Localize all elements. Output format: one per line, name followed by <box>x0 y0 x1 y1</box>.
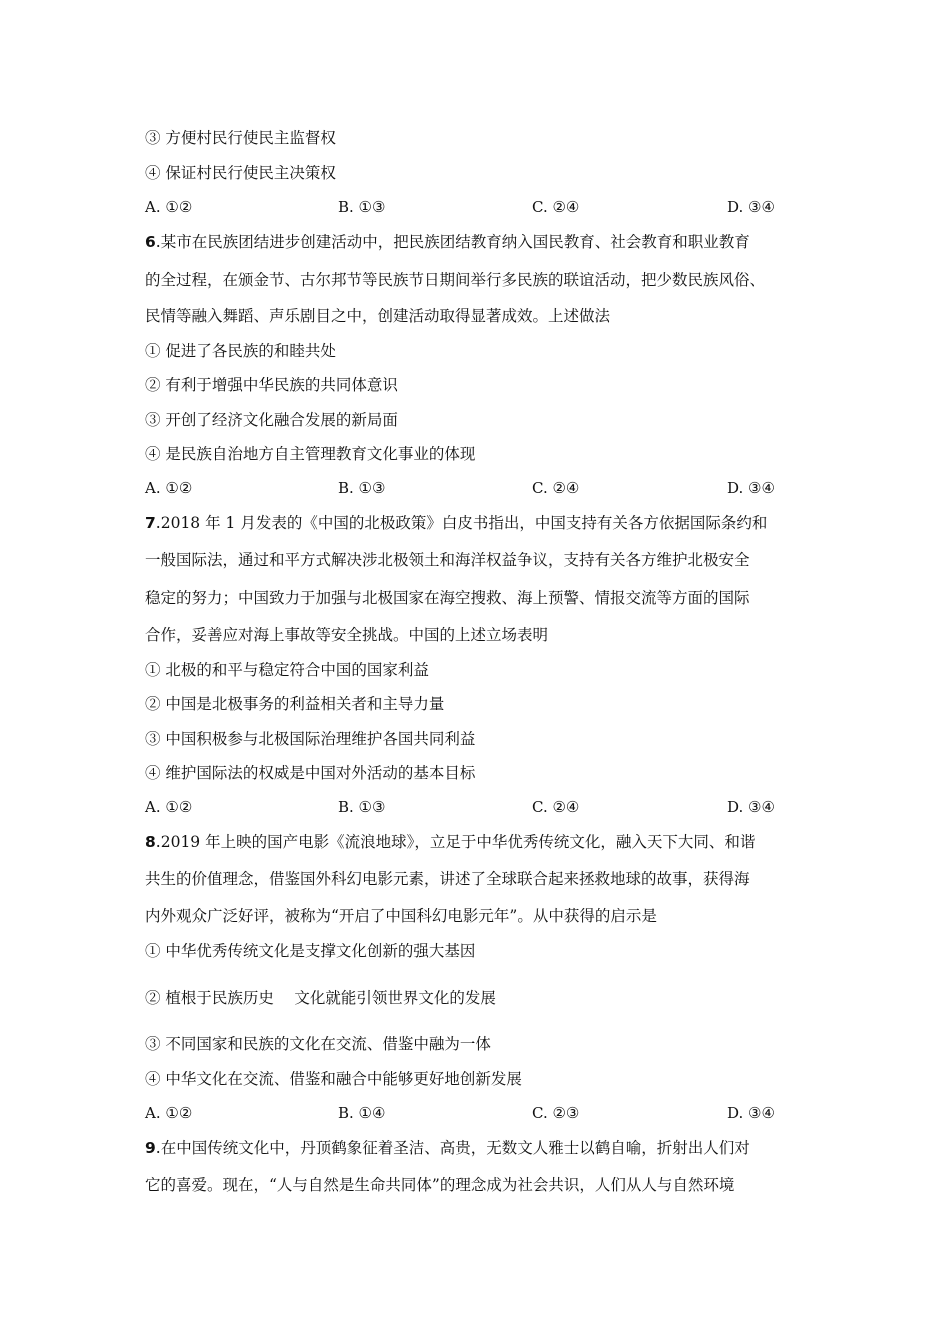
q8-item-1: ① 中华优秀传统文化是支撑文化创新的强大基因 <box>145 942 476 960</box>
q6-item-4: ④ 是民族自治地方自主管理教育文化事业的体现 <box>145 445 476 463</box>
q7-stem-line-4: 合作，妥善应对海上事故等安全挑战。中国的上述立场表明 <box>145 626 549 644</box>
q6-item-3: ③ 开创了经济文化融合发展的新局面 <box>145 411 398 429</box>
option-a: A. ①② <box>145 1104 193 1122</box>
q8-item-3: ③ 不同国家和民族的文化在交流、借鉴中融为一体 <box>145 1035 491 1053</box>
option-b: B. ①④ <box>338 1104 386 1122</box>
q6-stem-line-2: 的全过程，在颁金节、古尔邦节等民族节日期间举行多民族的联谊活动，把少数民族风俗、 <box>145 271 766 289</box>
q8-item-2: ② 植根于民族历史 文化就能引领世界文化的发展 <box>145 989 496 1007</box>
option-a: A. ①② <box>145 479 193 497</box>
q7-stem-line-3: 稳定的努力；中国致力于加强与北极国家在海空搜救、海上预警、情报交流等方面的国际 <box>145 589 750 607</box>
option-b: B. ①③ <box>338 798 386 816</box>
option-c: C. ②④ <box>532 798 580 816</box>
option-c: C. ②④ <box>532 479 580 497</box>
q8-stem-line-1: 8.2019 年上映的国产电影《流浪地球》，立足于中华优秀传统文化，融入天下大同、和谐 <box>145 833 756 851</box>
option-d: D. ③④ <box>727 479 775 497</box>
q6-options <box>145 479 795 499</box>
q9-stem-line-2: 它的喜爱。现在，“人与自然是生命共同体”的理念成为社会共识，人们从人与自然环境 <box>145 1176 735 1194</box>
option-d: D. ③④ <box>727 1104 775 1122</box>
q7-item-3: ③ 中国积极参与北极国际治理维护各国共同利益 <box>145 730 476 748</box>
q7-item-2: ② 中国是北极事务的利益相关者和主导力量 <box>145 695 445 713</box>
q6-stem-line-3: 民情等融入舞蹈、声乐剧目之中，创建活动取得显著成效。上述做法 <box>145 307 611 325</box>
q7-number: 7 <box>145 514 156 532</box>
q8-stem-line-3: 内外观众广泛好评，被称为“开启了中国科幻电影元年”。从中获得的启示是 <box>145 907 657 925</box>
option-b: B. ①③ <box>338 198 386 216</box>
q7-options <box>145 798 795 818</box>
q6-item-1: ① 促进了各民族的和睦共处 <box>145 342 336 360</box>
q5-options <box>145 198 795 218</box>
q8-number: 8 <box>145 833 156 851</box>
q9-stem-line-1: 9.在中国传统文化中，丹顶鹤象征着圣洁、高贵，无数文人雅士以鹤自喻，折射出人们对 <box>145 1139 750 1157</box>
q6-stem-line-1: 6.某市在民族团结进步创建活动中，把民族团结教育纳入国民教育、社会教育和职业教育 <box>145 233 750 251</box>
option-c: C. ②③ <box>532 1104 580 1122</box>
q7-item-4: ④ 维护国际法的权威是中国对外活动的基本目标 <box>145 764 476 782</box>
option-d: D. ③④ <box>727 198 775 216</box>
option-b: B. ①③ <box>338 479 386 497</box>
q7-stem-line-1: 7.2018 年 1 月发表的《中国的北极政策》白皮书指出，中国支持有关各方依据国际条约和 <box>145 514 768 532</box>
q5-item-4: ④ 保证村民行使民主决策权 <box>145 164 336 182</box>
q8-options <box>145 1104 795 1124</box>
option-a: A. ①② <box>145 798 193 816</box>
q7-item-1: ① 北极的和平与稳定符合中国的国家利益 <box>145 661 429 679</box>
q6-number: 6 <box>145 233 156 251</box>
option-d: D. ③④ <box>727 798 775 816</box>
q6-item-2: ② 有利于增强中华民族的共同体意识 <box>145 376 398 394</box>
q8-stem-line-2: 共生的价值理念，借鉴国外科幻电影元素，讲述了全球联合起来拯救地球的故事，获得海 <box>145 870 750 888</box>
q8-item-4: ④ 中华文化在交流、借鉴和融合中能够更好地创新发展 <box>145 1070 522 1088</box>
option-c: C. ②④ <box>532 198 580 216</box>
q5-item-3: ③ 方便村民行使民主监督权 <box>145 129 336 147</box>
q7-stem-line-2: 一般国际法，通过和平方式解决涉北极领土和海洋权益争议，支持有关各方维护北极安全 <box>145 551 750 569</box>
option-a: A. ①② <box>145 198 193 216</box>
q9-number: 9 <box>145 1139 156 1157</box>
